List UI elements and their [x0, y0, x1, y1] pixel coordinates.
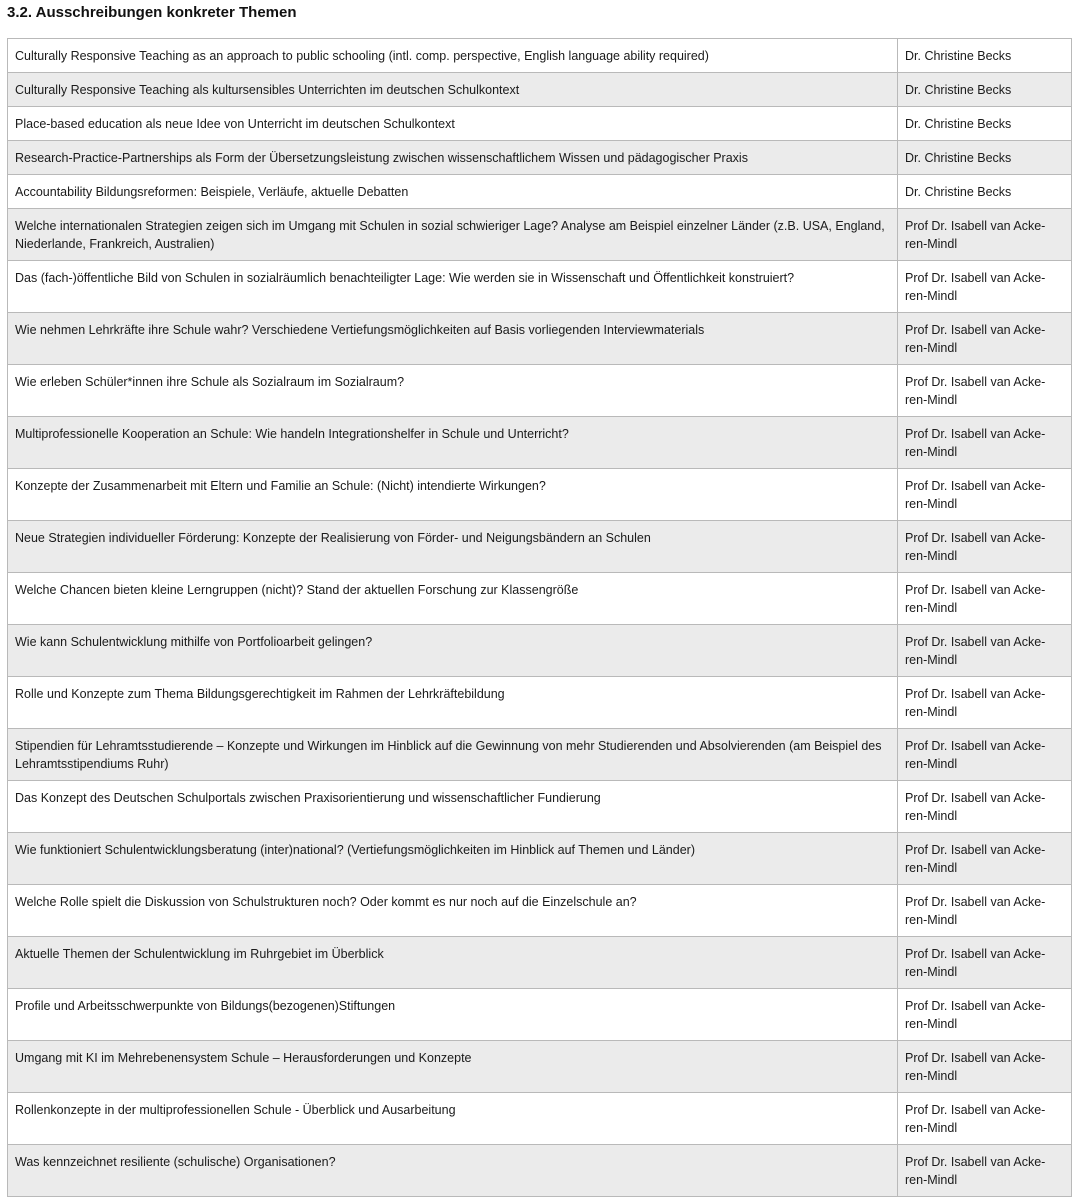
topic-cell: Wie funktioniert Schulentwicklungsberatung (inter)national? (Vertiefungsmöglichkeiten im Hinblick auf Themen und Länder) [8, 833, 898, 885]
table-row [8, 261, 1072, 313]
topic-cell: Culturally Responsive Teaching as an approach to public schooling (intl. comp. perspective, English language ability required) [8, 39, 898, 73]
topic-cell: Rolle und Konzepte zum Thema Bildungsgerechtigkeit im Rahmen der Lehrkräftebildung [8, 677, 898, 729]
table-row [8, 417, 1072, 469]
supervisor-cell: Prof Dr. Isabell van Acke-ren-Mindl [898, 521, 1072, 573]
section-title: 3.2. Ausschreibungen konkreter Themen [7, 4, 297, 21]
supervisor-cell: Dr. Christine Becks [898, 141, 1072, 175]
supervisor-cell: Dr. Christine Becks [898, 107, 1072, 141]
topic-cell: Welche Chancen bieten kleine Lerngruppen (nicht)? Stand der aktuellen Forschung zur Klassengröße [8, 573, 898, 625]
supervisor-cell: Prof Dr. Isabell van Acke-ren-Mindl [898, 833, 1072, 885]
topic-cell: Das Konzept des Deutschen Schulportals zwischen Praxisorientierung und wissenschaftlicher Fundierung [8, 781, 898, 833]
table-row [8, 677, 1072, 729]
topic-cell: Wie kann Schulentwicklung mithilfe von Portfolioarbeit gelingen? [8, 625, 898, 677]
topic-cell: Culturally Responsive Teaching als kultursensibles Unterrichten im deutschen Schulkontext [8, 73, 898, 107]
topic-cell: Stipendien für Lehramtsstudierende – Konzepte und Wirkungen im Hinblick auf die Gewinnung von mehr Studierenden und Absolvierenden (am Beispiel des Lehramtsstipendiums Ruhr) [8, 729, 898, 781]
topic-cell: Konzepte der Zusammenarbeit mit Eltern und Familie an Schule: (Nicht) intendierte Wirkungen? [8, 469, 898, 521]
supervisor-cell: Prof Dr. Isabell van Acke-ren-Mindl [898, 469, 1072, 521]
topic-cell: Place-based education als neue Idee von Unterricht im deutschen Schulkontext [8, 107, 898, 141]
table-row [8, 1093, 1072, 1145]
table-row [8, 39, 1072, 73]
supervisor-cell: Prof Dr. Isabell van Acke-ren-Mindl [898, 677, 1072, 729]
supervisor-cell: Prof Dr. Isabell van Acke-ren-Mindl [898, 885, 1072, 937]
supervisor-cell: Prof Dr. Isabell van Acke-ren-Mindl [898, 625, 1072, 677]
supervisor-cell: Prof Dr. Isabell van Acke-ren-Mindl [898, 1145, 1072, 1197]
topic-cell: Das (fach-)öffentliche Bild von Schulen in sozialräumlich benachteiligter Lage: Wie werden sie in Wissenschaft und Öffentlichkeit konstruiert? [8, 261, 898, 313]
topic-cell: Multiprofessionelle Kooperation an Schule: Wie handeln Integrationshelfer in Schule und Unterricht? [8, 417, 898, 469]
topic-cell: Aktuelle Themen der Schulentwicklung im Ruhrgebiet im Überblick [8, 937, 898, 989]
table-row [8, 365, 1072, 417]
topic-cell: Profile und Arbeitsschwerpunkte von Bildungs(bezogenen)Stiftungen [8, 989, 898, 1041]
supervisor-cell: Prof Dr. Isabell van Acke-ren-Mindl [898, 729, 1072, 781]
topics-table-body [8, 39, 1072, 1197]
table-row [8, 989, 1072, 1041]
supervisor-cell: Prof Dr. Isabell van Acke-ren-Mindl [898, 573, 1072, 625]
supervisor-cell: Dr. Christine Becks [898, 73, 1072, 107]
topic-cell: Neue Strategien individueller Förderung: Konzepte der Realisierung von Förder- und Neigungsbändern an Schulen [8, 521, 898, 573]
table-row [8, 141, 1072, 175]
topic-cell: Was kennzeichnet resiliente (schulische) Organisationen? [8, 1145, 898, 1197]
table-row [8, 781, 1072, 833]
topic-cell: Accountability Bildungsreformen: Beispiele, Verläufe, aktuelle Debatten [8, 175, 898, 209]
supervisor-cell: Prof Dr. Isabell van Acke-ren-Mindl [898, 989, 1072, 1041]
table-row [8, 1041, 1072, 1093]
table-row [8, 573, 1072, 625]
topic-cell: Welche Rolle spielt die Diskussion von Schulstrukturen noch? Oder kommt es nur noch auf die Einzelschule an? [8, 885, 898, 937]
supervisor-cell: Prof Dr. Isabell van Acke-ren-Mindl [898, 417, 1072, 469]
table-row [8, 73, 1072, 107]
table-row [8, 175, 1072, 209]
topic-cell: Wie erleben Schüler*innen ihre Schule als Sozialraum im Sozialraum? [8, 365, 898, 417]
table-row [8, 937, 1072, 989]
topic-cell: Umgang mit KI im Mehrebenensystem Schule – Herausforderungen und Konzepte [8, 1041, 898, 1093]
topic-cell: Rollenkonzepte in der multiprofessionellen Schule - Überblick und Ausarbeitung [8, 1093, 898, 1145]
topic-cell: Research-Practice-Partnerships als Form der Übersetzungsleistung zwischen wissenschaftlichem Wissen und pädagogischer Praxis [8, 141, 898, 175]
supervisor-cell: Prof Dr. Isabell van Acke-ren-Mindl [898, 261, 1072, 313]
supervisor-cell: Prof Dr. Isabell van Acke-ren-Mindl [898, 209, 1072, 261]
supervisor-cell: Prof Dr. Isabell van Acke-ren-Mindl [898, 1093, 1072, 1145]
topic-cell: Welche internationalen Strategien zeigen sich im Umgang mit Schulen in sozial schwieriger Lage? Analyse am Beispiel einzelner Länder (z.B. USA, England, Niederlande, Frankreich, Australien) [8, 209, 898, 261]
table-row [8, 1145, 1072, 1197]
supervisor-cell: Prof Dr. Isabell van Acke-ren-Mindl [898, 781, 1072, 833]
supervisor-cell: Prof Dr. Isabell van Acke-ren-Mindl [898, 937, 1072, 989]
supervisor-cell: Dr. Christine Becks [898, 39, 1072, 73]
table-row [8, 107, 1072, 141]
topic-cell: Wie nehmen Lehrkräfte ihre Schule wahr? Verschiedene Vertiefungsmöglichkeiten auf Basis vorliegenden Interviewmaterials [8, 313, 898, 365]
supervisor-cell: Dr. Christine Becks [898, 175, 1072, 209]
supervisor-cell: Prof Dr. Isabell van Acke-ren-Mindl [898, 313, 1072, 365]
table-row [8, 885, 1072, 937]
table-row [8, 469, 1072, 521]
table-row [8, 833, 1072, 885]
table-row [8, 209, 1072, 261]
topics-table [7, 38, 1072, 1197]
table-row [8, 625, 1072, 677]
table-row [8, 521, 1072, 573]
supervisor-cell: Prof Dr. Isabell van Acke-ren-Mindl [898, 1041, 1072, 1093]
table-row [8, 313, 1072, 365]
supervisor-cell: Prof Dr. Isabell van Acke-ren-Mindl [898, 365, 1072, 417]
table-row [8, 729, 1072, 781]
